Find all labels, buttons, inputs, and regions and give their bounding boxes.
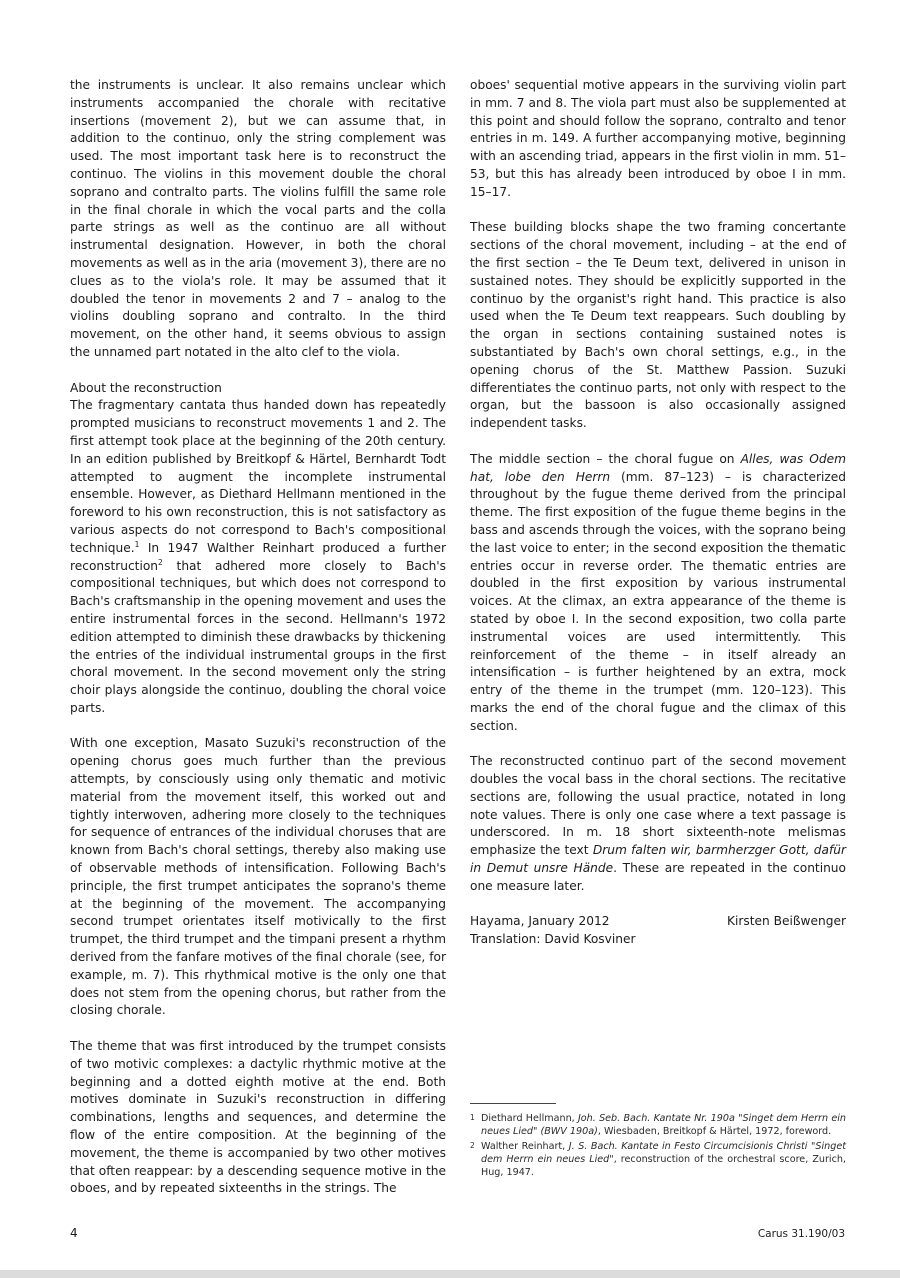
translation-credit: Translation: David Kosviner	[470, 932, 636, 947]
footnote-text	[481, 1140, 846, 1179]
page-number: 4	[70, 1226, 78, 1240]
italic-text: J. S. Bach. Kantate in Festo Circumcisionis Christi "Singet dem Herrn ein neues Lied"	[481, 1141, 846, 1165]
footnote-text	[481, 1112, 846, 1138]
paragraph	[470, 451, 846, 736]
footnote-ref: 1	[134, 539, 140, 549]
paragraph: With one exception, Masato Suzuki's reconstruction of the opening chorus goes much further than the previous attempts, by consciously using only thematic and motivic material from the movement itself, this worked out and tightly interwoven, adhering more closely to the techniques for sequence of entrances of the individual choruses that are known from Bach's choral settings, thereby also making use of observable methods of intensification. Following Bach's principle, the first trumpet anticipates the soprano's theme at the beginning of the movement. The accompanying second trumpet orientates itself motivically to the first trumpet, the third trumpet and the timpani present a rhythm derived from the fanfare motives of the final chorale (see, for example, m. 7). This rhythmical motive is the only one that does not stem from the opening chorus, but rather from the closing chorale.	[70, 736, 446, 1018]
footnote-ref: 2	[158, 557, 163, 567]
text-run: . These are repeated in the continuo one measure later.	[470, 861, 846, 893]
footnote	[470, 1140, 846, 1179]
text-run: that adhered more closely to Bach's compositional techniques, but which does not correspond to Bach's craftsmanship in the opening movement and uses the entire instrumental forces in the second. Hellmann's 1972 edition attempted to diminish these drawbacks by thickening the entries of the individual instrumental groups in the first choral movement. In the second movement only the string choir plays alongside the continuo, doubling the choral voice parts.	[70, 558, 446, 715]
paragraph: the instruments is unclear. It also remains unclear which instruments accompanied the chorale with recitative insertions (movement 2), but we can assume that, in addition to the continuo, only the string complement was used. The most important task here is to reconstruct the continuo. The violins in this movement double the choral soprano and contralto parts. The violins fulfill the same role in the final chorale in which the vocal parts and the colla parte strings as well as the continuo are all without instrumental designation. However, in both the choral movements as well as in the aria (movement 3), there are no clues as to the viola's role. It may be assumed that it doubled the tenor in movements 2 and 7 – analog to the violins doubling soprano and contralto. In the third movement, on the other hand, it seems obvious to assign the unnamed part notated in the alto clef to the viola.	[70, 78, 446, 359]
italic-text: Drum falten wir, barmherzger Gott, dafür in Demut unsre Hände	[470, 843, 847, 876]
place-date: Hayama, January 2012	[470, 914, 610, 929]
paragraph	[70, 380, 446, 718]
footnotes	[470, 1103, 846, 1181]
paragraph	[470, 753, 846, 895]
text-run: The reconstructed continuo part of the second movement doubles the vocal bass in the choral sections. The recitative sections are, following the usual practice, notated in long note values. There is only one case where a text passage is underscored. In m. 18 short sixteenth-note melismas emphasize the text	[470, 754, 846, 858]
footnote-number: 1	[470, 1113, 475, 1122]
catalog-number: Carus 31.190/03	[757, 1228, 845, 1240]
text-run: The fragmentary cantata thus handed down has repeatedly prompted musicians to reconstruct movements 1 and 2. The first attempt took place at the beginning of the 20th century. In an edition published by Breitkopf & Härtel, Bernhardt Todt attempted to augment the incomplete instrumental ensemble. However, as Diethard Hellmann mentioned in the foreword to his own reconstruction, this is not satisfactory as various aspects do not correspond to Bach's compositional technique.	[70, 398, 446, 555]
signature-block	[470, 913, 846, 949]
text-run: (mm. 87–123) – is characterized throughout by the fugue theme derived from the principal theme. The first exposition of the fugue theme begins in the bass and ascends through the voices, with the soprano being the last voice to enter; in the second exposition the thematic entries occur in reverse order. The thematic entries are doubled in the first exposition by various instrumental voices. At the climax, an extra appearance of the theme is stated by oboe I. In the second exposition, two colla parte instrumental voices are used intermittently. This reinforcement of the theme – in itself already an intensification – is further heightened by an extra, mock entry of the theme in the trumpet (mm. 120–123). This marks the end of the choral fugue and the climax of this section.	[470, 469, 846, 733]
text-run: , Wiesbaden, Breitkopf & Härtel, 1972, foreword.	[597, 1126, 832, 1137]
right-column	[470, 77, 846, 949]
text-run: , reconstruction of the orchestral score, Zurich, Hug, 1947.	[481, 1154, 846, 1178]
footnote-divider	[470, 1103, 556, 1104]
author-name: Kirsten Beißwenger	[727, 914, 846, 929]
text-run: Diethard Hellmann,	[481, 1113, 578, 1124]
footnote-number: 2	[470, 1141, 475, 1150]
italic-text: Joh. Seb. Bach. Kantate Nr. 190a "Singet dem Herrn ein neues Lied" (BWV 190a)	[481, 1113, 846, 1137]
footnote	[470, 1112, 846, 1138]
text-run: Walther Reinhart,	[481, 1141, 569, 1152]
paragraph: These building blocks shape the two framing concertante sections of the choral movement, including – at the end of the first section – the Te Deum text, delivered in unison in sustained notes. They should be explicitly supported in the continuo by the organist's right hand. This practice is also used when the Te Deum text reappears. Such doubling by the organ in sections containing sustained notes is substantiated by Bach's own choral settings, e.g., in the opening chorus of the St. Matthew Passion. Suzuki differentiates the continuo parts, not only with respect to the organ, but the bassoon is also occasionally assigned independent tasks.	[470, 220, 846, 431]
text-run: In 1947 Walther Reinhart produced a further reconstruction	[70, 540, 446, 573]
text-run: The middle section – the choral fugue on	[470, 451, 741, 466]
italic-text: Alles, was Odem hat, lobe den Herrn	[470, 451, 846, 484]
paragraph: oboes' sequential motive appears in the surviving violin part in mm. 7 and 8. The viola part must also be supplemented at this point and should follow the soprano, contralto and tenor entries in m. 149. A further accompanying motive, beginning with an ascending triad, appears in the first violin in mm. 51–53, but this has already been introduced by oboe I in mm. 15–17.	[470, 78, 846, 199]
paragraph: The theme that was first introduced by the trumpet consists of two motivic complexes: a dactylic rhythmic motive at the beginning and a dotted eighth motive at the end. Both motives dominate in Suzuki's reconstruction in differing combinations, lengths and sequences, and determine the flow of the entire composition. At the beginning of the movement, the theme is accompanied by two other motives that often reappear: by a descending sequence motive in the oboes, and by repeated sixteenths in the strings. The	[70, 1039, 446, 1196]
left-column	[70, 77, 446, 1216]
section-heading: About the reconstruction	[70, 380, 222, 395]
